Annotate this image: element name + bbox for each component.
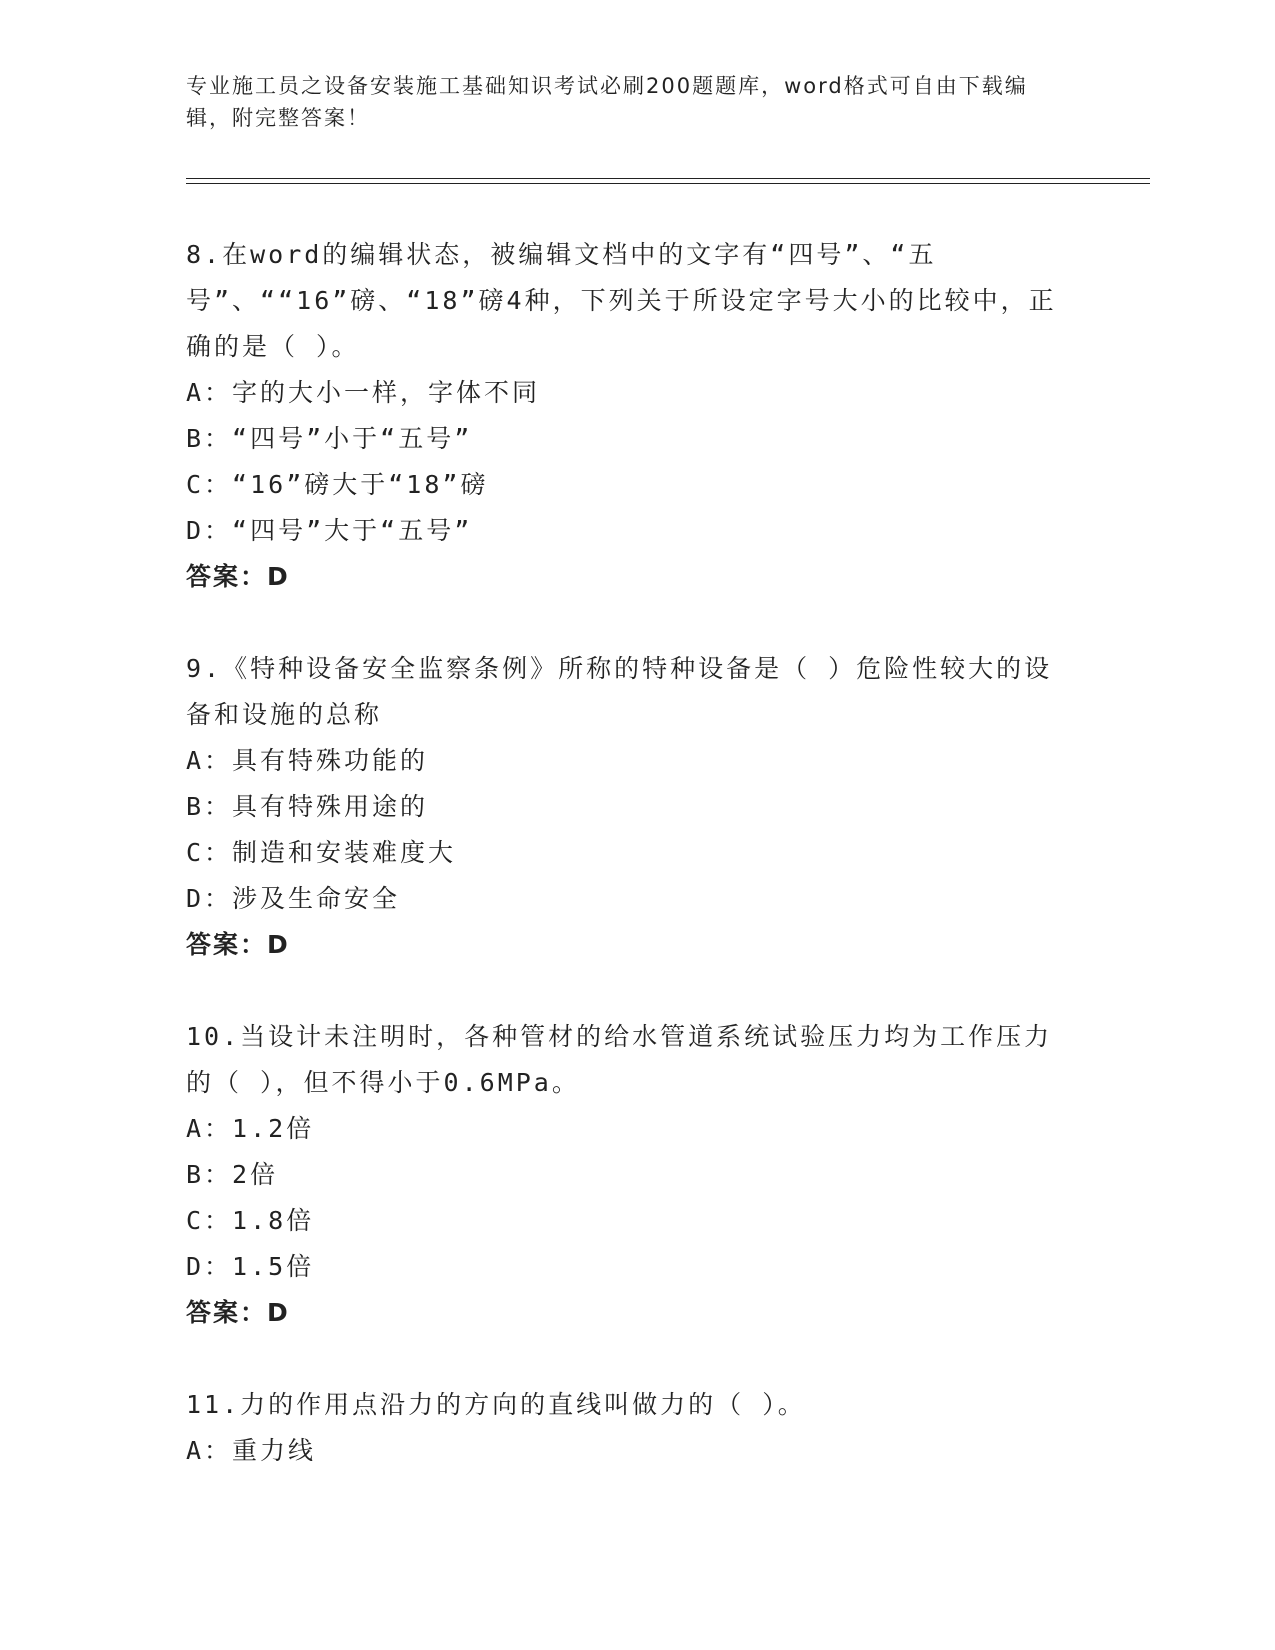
option-c: C：“16”磅大于“18”磅 [186,470,489,499]
header-divider-bottom [186,183,1150,184]
question-9 [186,646,1066,968]
answer-line: 答案：D [186,562,290,591]
option-a: A：字的大小一样，字体不同 [186,378,541,407]
question-stem: 9.《特种设备安全监察条例》所称的特种设备是（ ）危险性较大的设备和设施的总称 [186,654,1053,729]
option-b: B：具有特殊用途的 [186,792,429,821]
header-divider-top [186,178,1150,179]
question-11 [186,1382,1066,1474]
question-stem: 11.力的作用点沿力的方向的直线叫做力的（ ）。 [186,1390,806,1419]
question-8 [186,232,1066,600]
option-a: A：1.2倍 [186,1114,315,1143]
option-d: D：“四号”大于“五号” [186,516,473,545]
question-stem: 10.当设计未注明时，各种管材的给水管道系统试验压力均为工作压力的（ ），但不得小于0.6MPa。 [186,1022,1053,1097]
option-b: B：2倍 [186,1160,279,1189]
document-header: 专业施工员之设备安装施工基础知识考试必刷200题题库，word格式可自由下载编辑，附完整答案！ [186,74,1028,130]
question-stem: 8.在word的编辑状态，被编辑文档中的文字有“四号”、“五号”、““16”磅、“18”磅4种，下列关于所设定字号大小的比较中，正确的是（ ）。 [186,240,1057,361]
answer-line: 答案：D [186,1298,290,1327]
option-c: C：制造和安装难度大 [186,838,457,867]
option-d: D：1.5倍 [186,1252,315,1281]
answer-line: 答案：D [186,930,290,959]
option-a: A：具有特殊功能的 [186,746,429,775]
option-d: D：涉及生命安全 [186,884,401,913]
option-a: A：重力线 [186,1436,317,1465]
option-b: B：“四号”小于“五号” [186,424,473,453]
question-list [186,232,1066,1520]
option-c: C：1.8倍 [186,1206,315,1235]
question-10 [186,1014,1066,1336]
